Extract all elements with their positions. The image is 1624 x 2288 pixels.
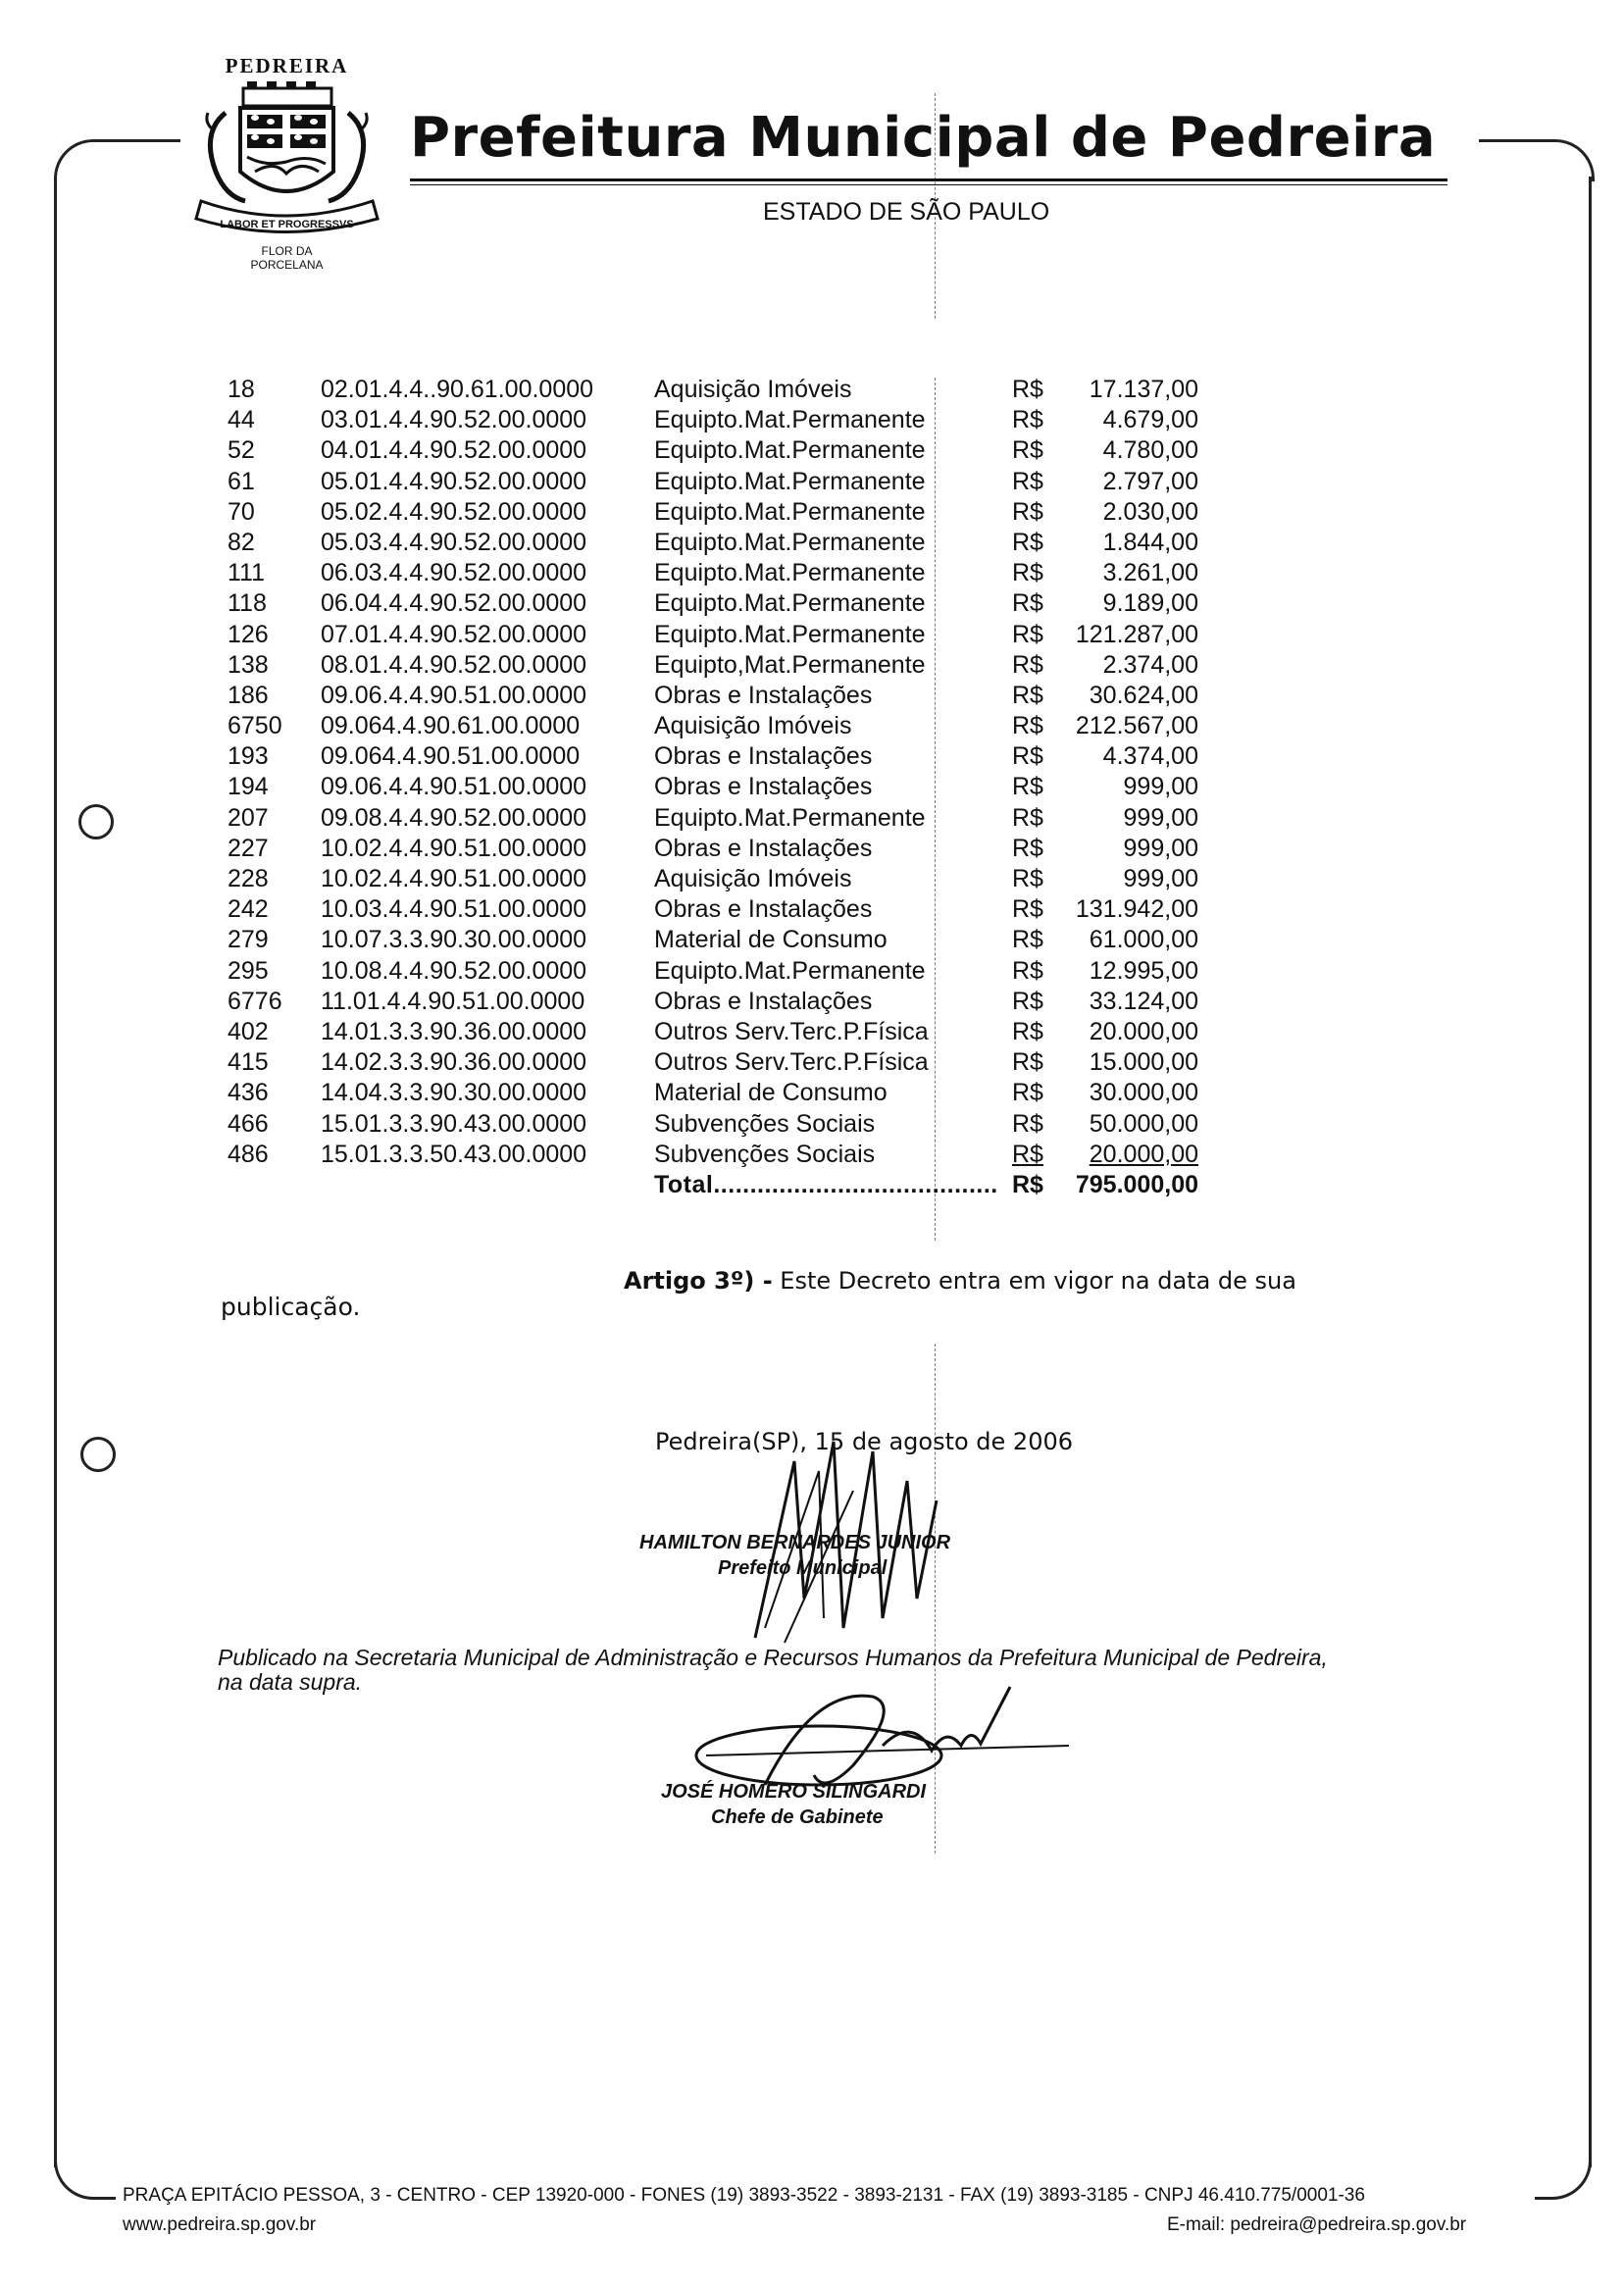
row-description: Equipto.Mat.Permanente — [654, 528, 926, 556]
row-number: 138 — [228, 650, 269, 679]
row-description: Equipto.Mat.Permanente — [654, 406, 926, 434]
row-code: 06.04.4.4.90.52.00.0000 — [321, 589, 587, 618]
row-code: 07.01.4.4.90.52.00.0000 — [321, 620, 587, 648]
table-row — [228, 467, 1257, 497]
title-rule — [410, 178, 1447, 181]
municipal-crest — [186, 54, 387, 280]
page-frame-top-right — [1479, 139, 1595, 181]
table-row — [228, 650, 1257, 681]
row-number: 279 — [228, 926, 269, 954]
row-code: 14.04.3.3.90.30.00.0000 — [321, 1079, 587, 1107]
row-code: 03.01.4.4.90.52.00.0000 — [321, 406, 587, 434]
table-row — [228, 405, 1257, 435]
row-description: Obras e Instalações — [654, 742, 873, 771]
row-value: 999,00 — [1123, 803, 1198, 832]
row-value: 999,00 — [1123, 865, 1198, 892]
row-currency: R$ — [1012, 1140, 1043, 1168]
table-row — [228, 741, 1257, 772]
row-description: Equipto.Mat.Permanente — [654, 497, 926, 526]
row-number: 186 — [228, 681, 269, 709]
row-number: 6776 — [228, 987, 282, 1015]
row-description: Aquisição Imóveis — [654, 865, 852, 892]
row-number: 52 — [228, 436, 255, 465]
row-value: 3.261,00 — [1102, 559, 1198, 587]
table-row — [228, 834, 1257, 864]
footer-website: www.pedreira.sp.gov.br — [123, 2214, 317, 2235]
row-value: 50.000,00 — [1089, 1109, 1198, 1138]
row-description: Obras e Instalações — [654, 773, 873, 801]
row-value: 15.000,00 — [1089, 1048, 1198, 1077]
row-currency: R$ — [1012, 895, 1043, 924]
row-value: 61.000,00 — [1089, 926, 1198, 954]
row-number: 242 — [228, 895, 269, 924]
row-description: Equipto.Mat.Permanente — [654, 803, 926, 832]
crest-motto: LABOR ET PROGRESSVS — [220, 219, 354, 230]
row-description: Subvenções Sociais — [654, 1140, 876, 1168]
row-number: 18 — [228, 376, 255, 403]
table-row — [228, 528, 1257, 558]
row-currency: R$ — [1012, 1079, 1043, 1107]
row-value: 999,00 — [1123, 834, 1198, 862]
page-frame-left — [54, 177, 57, 2167]
row-code: 05.02.4.4.90.52.00.0000 — [321, 497, 587, 526]
table-row — [228, 588, 1257, 619]
table-row — [228, 1109, 1257, 1140]
row-description: Subvenções Sociais — [654, 1109, 876, 1138]
chief-name: JOSÉ HOMERO SILINGARDI — [661, 1781, 927, 1803]
article-continuation: publicação. — [221, 1293, 361, 1321]
row-description: Outros Serv.Terc.P.Física — [654, 1048, 929, 1077]
row-description: Equipto,Mat.Permanente — [654, 650, 926, 679]
row-description: Aquisição Imóveis — [654, 376, 852, 403]
row-description: Equipto.Mat.Permanente — [654, 956, 926, 985]
table-row — [228, 497, 1257, 528]
table-row — [228, 1140, 1257, 1170]
punch-hole-icon — [78, 804, 114, 839]
table-row — [228, 620, 1257, 650]
row-currency: R$ — [1012, 865, 1043, 892]
budget-table — [228, 375, 1257, 1203]
page-frame-top-left — [54, 139, 180, 181]
page-frame-bottom-left — [54, 2158, 116, 2200]
row-value: 2.030,00 — [1102, 497, 1198, 526]
row-code: 10.07.3.3.90.30.00.0000 — [321, 926, 587, 954]
publication-note: Publicado na Secretaria Municipal de Administração e Recursos Humanos da Prefeitura Municipal de Pedreira, na data supra. — [218, 1645, 1328, 1695]
table-row — [228, 772, 1257, 802]
table-row — [228, 987, 1257, 1017]
row-number: 228 — [228, 865, 269, 892]
row-currency: R$ — [1012, 436, 1043, 465]
row-code: 09.064.4.90.61.00.0000 — [321, 712, 581, 740]
row-description: Material de Consumo — [654, 926, 888, 954]
crest-top-text: PEDREIRA — [225, 54, 349, 77]
page-title: Prefeitura Municipal de Pedreira — [410, 106, 1437, 170]
row-code: 15.01.3.3.50.43.00.0000 — [321, 1140, 587, 1168]
row-value: 999,00 — [1123, 773, 1198, 801]
row-currency: R$ — [1012, 773, 1043, 801]
row-number: 70 — [228, 497, 255, 526]
row-number: 194 — [228, 773, 269, 801]
table-row — [228, 375, 1257, 405]
row-number: 44 — [228, 406, 255, 434]
row-description: Outros Serv.Terc.P.Física — [654, 1017, 929, 1045]
table-row — [228, 925, 1257, 955]
row-currency: R$ — [1012, 467, 1043, 495]
row-number: 466 — [228, 1109, 269, 1138]
mayor-signature — [726, 1402, 951, 1657]
row-number: 402 — [228, 1017, 269, 1045]
row-description: Material de Consumo — [654, 1079, 888, 1107]
row-number: 61 — [228, 467, 255, 495]
row-description: Equipto.Mat.Permanente — [654, 436, 926, 465]
row-number: 111 — [228, 559, 266, 587]
row-code: 05.01.4.4.90.52.00.0000 — [321, 467, 587, 495]
table-total-row — [228, 1170, 1257, 1203]
row-value: 1.844,00 — [1102, 528, 1198, 556]
row-code: 09.08.4.4.90.52.00.0000 — [321, 803, 587, 832]
total-currency: R$ — [1012, 1170, 1043, 1198]
row-code: 15.01.3.3.90.43.00.0000 — [321, 1109, 587, 1138]
row-description: Obras e Instalações — [654, 681, 873, 709]
row-value: 4.780,00 — [1102, 436, 1198, 465]
row-value: 121.287,00 — [1075, 620, 1198, 648]
row-currency: R$ — [1012, 650, 1043, 679]
row-code: 11.01.4.4.90.51.00.0000 — [321, 987, 585, 1015]
row-value: 9.189,00 — [1102, 589, 1198, 618]
row-code: 04.01.4.4.90.52.00.0000 — [321, 436, 587, 465]
row-number: 207 — [228, 803, 269, 832]
row-number: 193 — [228, 742, 269, 771]
row-number: 295 — [228, 956, 269, 985]
table-row — [228, 894, 1257, 925]
row-description: Obras e Instalações — [654, 834, 873, 862]
total-value: 795.000,00 — [1075, 1170, 1198, 1198]
footer-address: PRAÇA EPITÁCIO PESSOA, 3 - CENTRO - CEP 13920-000 - FONES (19) 3893-3522 - 3893-2131 - FAX (19) 3893-3185 - CNPJ 46.410.775/0001-36 — [123, 2185, 1365, 2206]
row-currency: R$ — [1012, 681, 1043, 709]
row-value: 4.374,00 — [1102, 742, 1198, 771]
total-label: Total....................................... — [654, 1170, 998, 1198]
row-number: 415 — [228, 1048, 269, 1077]
page-frame-bottom-right — [1535, 2158, 1592, 2200]
row-code: 06.03.4.4.90.52.00.0000 — [321, 559, 587, 587]
row-currency: R$ — [1012, 742, 1043, 771]
row-value: 2.797,00 — [1102, 467, 1198, 495]
row-code: 10.02.4.4.90.51.00.0000 — [321, 865, 587, 892]
row-number: 227 — [228, 834, 269, 862]
mayor-role: Prefeito Municipal — [718, 1557, 888, 1579]
row-description: Equipto.Mat.Permanente — [654, 589, 926, 618]
row-number: 436 — [228, 1079, 269, 1107]
row-value: 131.942,00 — [1075, 895, 1198, 924]
row-code: 09.06.4.4.90.51.00.0000 — [321, 681, 587, 709]
row-value: 2.374,00 — [1102, 650, 1198, 679]
place-date: Pedreira(SP), 15 de agosto de 2006 — [655, 1428, 1074, 1455]
row-number: 118 — [228, 589, 267, 618]
row-value: 30.624,00 — [1089, 681, 1198, 709]
row-value: 212.567,00 — [1075, 712, 1198, 740]
row-number: 486 — [228, 1140, 269, 1168]
row-value: 33.124,00 — [1089, 987, 1198, 1015]
table-row — [228, 803, 1257, 834]
table-row — [228, 956, 1257, 987]
table-row — [228, 1017, 1257, 1047]
article-heading: Artigo 3º) - — [624, 1267, 773, 1295]
article-text: Este Decreto entra em vigor na data de sua — [772, 1267, 1296, 1295]
row-value: 30.000,00 — [1089, 1079, 1198, 1107]
row-currency: R$ — [1012, 834, 1043, 862]
row-value: 12.995,00 — [1089, 956, 1198, 985]
row-code: 10.03.4.4.90.51.00.0000 — [321, 895, 587, 924]
table-row — [228, 558, 1257, 588]
row-value: 17.137,00 — [1089, 376, 1198, 403]
row-code: 09.06.4.4.90.51.00.0000 — [321, 773, 587, 801]
row-currency: R$ — [1012, 528, 1043, 556]
row-currency: R$ — [1012, 620, 1043, 648]
article-3 — [624, 1267, 1296, 1295]
row-code: 02.01.4.4..90.61.00.0000 — [321, 376, 594, 403]
row-currency: R$ — [1012, 1109, 1043, 1138]
table-row — [228, 435, 1257, 466]
punch-hole-icon — [80, 1437, 116, 1472]
row-value: 20.000,00 — [1089, 1140, 1198, 1168]
title-rule-thin — [410, 184, 1447, 185]
table-row — [228, 1047, 1257, 1078]
row-currency: R$ — [1012, 956, 1043, 985]
row-currency: R$ — [1012, 376, 1043, 403]
table-row — [228, 711, 1257, 741]
table-row — [228, 681, 1257, 711]
chief-role: Chefe de Gabinete — [711, 1806, 884, 1828]
mayor-name: HAMILTON BERNARDES JUNIOR — [639, 1532, 951, 1553]
row-currency: R$ — [1012, 497, 1043, 526]
row-code: 10.02.4.4.90.51.00.0000 — [321, 834, 587, 862]
row-currency: R$ — [1012, 1017, 1043, 1045]
row-code: 14.02.3.3.90.36.00.0000 — [321, 1048, 587, 1077]
row-description: Aquisição Imóveis — [654, 712, 852, 740]
crest-bottom-line-2: PORCELANA — [250, 258, 324, 272]
row-code: 10.08.4.4.90.52.00.0000 — [321, 956, 587, 985]
row-currency: R$ — [1012, 926, 1043, 954]
row-description: Equipto.Mat.Permanente — [654, 620, 926, 648]
row-currency: R$ — [1012, 987, 1043, 1015]
row-currency: R$ — [1012, 406, 1043, 434]
page-subtitle: ESTADO DE SÃO PAULO — [763, 198, 1050, 226]
row-currency: R$ — [1012, 1048, 1043, 1077]
row-code: 14.01.3.3.90.36.00.0000 — [321, 1017, 587, 1045]
row-code: 09.064.4.90.51.00.0000 — [321, 742, 581, 771]
table-row — [228, 864, 1257, 894]
row-currency: R$ — [1012, 589, 1043, 618]
row-description: Obras e Instalações — [654, 895, 873, 924]
row-number: 126 — [228, 620, 269, 648]
footer-email: E-mail: pedreira@pedreira.sp.gov.br — [1167, 2214, 1467, 2235]
row-code: 08.01.4.4.90.52.00.0000 — [321, 650, 587, 679]
row-currency: R$ — [1012, 712, 1043, 740]
row-description: Obras e Instalações — [654, 987, 873, 1015]
crest-bottom-text — [226, 244, 348, 272]
row-value: 20.000,00 — [1089, 1017, 1198, 1045]
row-currency: R$ — [1012, 803, 1043, 832]
row-currency: R$ — [1012, 559, 1043, 587]
table-row — [228, 1078, 1257, 1108]
page-frame-right — [1589, 177, 1592, 2167]
row-number: 6750 — [228, 712, 282, 740]
crest-bottom-line-1: FLOR DA — [261, 244, 313, 258]
row-description: Equipto.Mat.Permanente — [654, 559, 926, 587]
row-description: Equipto.Mat.Permanente — [654, 467, 926, 495]
row-value: 4.679,00 — [1102, 406, 1198, 434]
row-number: 82 — [228, 528, 255, 556]
row-code: 05.03.4.4.90.52.00.0000 — [321, 528, 587, 556]
